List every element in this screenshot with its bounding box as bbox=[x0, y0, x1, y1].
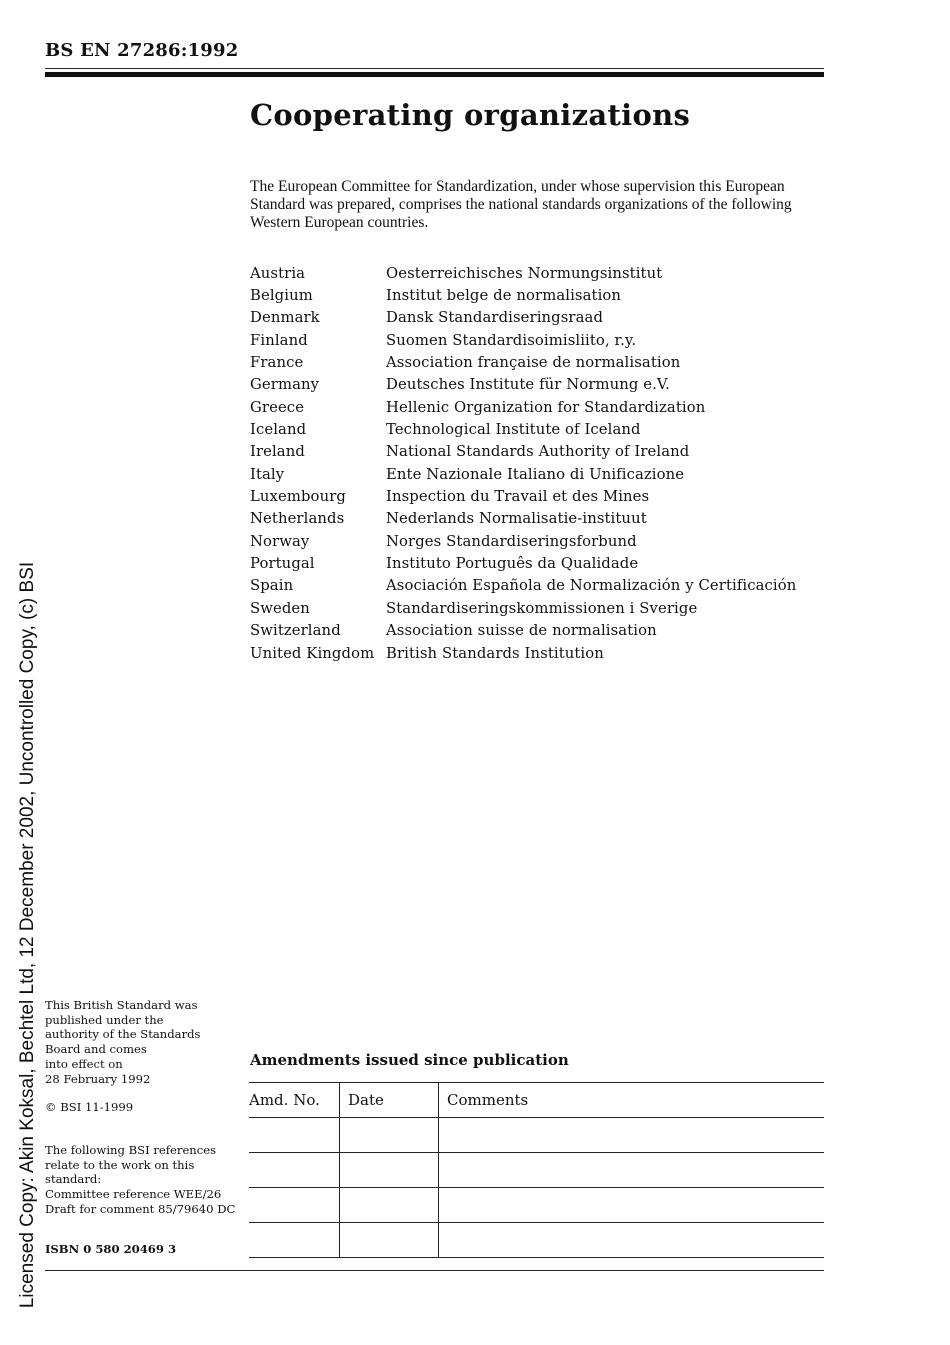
country-name: United Kingdom bbox=[250, 644, 375, 662]
organization-name: Association française de normalisation bbox=[386, 354, 681, 372]
organization-name: Dansk Standardiseringsraad bbox=[386, 309, 604, 327]
document-reference: BS EN 27286:1992 bbox=[45, 40, 239, 61]
country-name: France bbox=[250, 354, 304, 372]
organization-name: Inspection du Travail et des Mines bbox=[386, 488, 650, 506]
column-header-date: Date bbox=[340, 1083, 439, 1118]
organization-name: Instituto Português da Qualidade bbox=[386, 555, 639, 573]
country-name: Germany bbox=[250, 376, 320, 394]
list-item bbox=[250, 396, 825, 418]
table-cell bbox=[340, 1223, 439, 1258]
column-header-comments: Comments bbox=[439, 1083, 825, 1118]
organization-name: Association suisse de normalisation bbox=[386, 622, 657, 640]
header-rule-thin bbox=[45, 68, 824, 69]
table-cell bbox=[249, 1153, 340, 1188]
table-cell bbox=[340, 1153, 439, 1188]
list-item bbox=[250, 552, 825, 574]
table-cell bbox=[439, 1188, 825, 1223]
list-item bbox=[250, 485, 825, 507]
list-item bbox=[250, 329, 825, 351]
publication-note: This British Standard was published under the authority of the Standards Board and comes into effect on 28 February 1992 bbox=[45, 998, 201, 1086]
country-name: Luxembourg bbox=[250, 488, 346, 506]
organization-name: Oesterreichisches Normungsinstitut bbox=[386, 264, 663, 282]
list-item bbox=[250, 351, 825, 373]
table-cell bbox=[249, 1223, 340, 1258]
bsi-references-note: The following BSI references relate to the work on this standard: Committee reference WEE/26 Draft for comment 85/79640 DC bbox=[45, 1142, 236, 1216]
country-name: Denmark bbox=[250, 309, 320, 327]
organization-name: Asociación Española de Normalización y Certificación bbox=[386, 577, 797, 595]
table-cell bbox=[249, 1118, 340, 1153]
table-cell bbox=[340, 1188, 439, 1223]
table-header-row bbox=[249, 1083, 824, 1118]
publication-sidebar bbox=[45, 998, 245, 1257]
organization-name: National Standards Authority of Ireland bbox=[386, 443, 690, 461]
list-item bbox=[250, 642, 825, 664]
list-item bbox=[250, 262, 825, 284]
table-row bbox=[249, 1153, 824, 1188]
table-row bbox=[249, 1223, 824, 1258]
isbn: ISBN 0 580 20469 3 bbox=[45, 1242, 177, 1257]
organization-name: Standardiseringskommissionen i Sverige bbox=[386, 599, 698, 617]
column-header-amd-no: Amd. No. bbox=[249, 1083, 340, 1118]
country-name: Ireland bbox=[250, 443, 305, 461]
country-name: Sweden bbox=[250, 599, 310, 617]
organization-name: Technological Institute of Iceland bbox=[386, 421, 641, 439]
country-name: Iceland bbox=[250, 421, 307, 439]
organization-name: Deutsches Institute für Normung e.V. bbox=[386, 376, 670, 394]
country-name: Norway bbox=[250, 532, 310, 550]
country-name: Greece bbox=[250, 398, 305, 416]
list-item bbox=[250, 463, 825, 485]
table-cell bbox=[249, 1188, 340, 1223]
organization-name: Hellenic Organization for Standardization bbox=[386, 398, 706, 416]
list-item bbox=[250, 418, 825, 440]
copyright-notice: © BSI 11-1999 bbox=[45, 1100, 134, 1115]
organization-name: Institut belge de normalisation bbox=[386, 287, 622, 305]
country-name: Netherlands bbox=[250, 510, 345, 528]
list-item bbox=[250, 597, 825, 619]
list-item bbox=[250, 530, 825, 552]
list-item bbox=[250, 374, 825, 396]
country-name: Italy bbox=[250, 465, 285, 483]
list-item bbox=[250, 575, 825, 597]
table-cell bbox=[340, 1118, 439, 1153]
organization-name: British Standards Institution bbox=[386, 644, 604, 662]
organization-name: Suomen Standardisoimisliito, r.y. bbox=[386, 331, 637, 349]
table-row bbox=[249, 1188, 824, 1223]
table-cell bbox=[439, 1118, 825, 1153]
table-cell bbox=[439, 1153, 825, 1188]
organization-list bbox=[250, 262, 825, 664]
license-watermark: Licensed Copy: Akin Koksal, Bechtel Ltd, 12 December 2002, Uncontrolled Copy, (c) BSI bbox=[17, 561, 38, 1309]
organization-name: Norges Standardiseringsforbund bbox=[386, 532, 637, 550]
country-name: Spain bbox=[250, 577, 294, 595]
table-row bbox=[249, 1118, 824, 1153]
page-title: Cooperating organizations bbox=[250, 98, 691, 132]
intro-paragraph: The European Committee for Standardization, under whose supervision this European Standard was prepared, comprises the national standards organizations of the following Western European countries. bbox=[250, 178, 792, 231]
table-cell bbox=[439, 1223, 825, 1258]
list-item bbox=[250, 307, 825, 329]
organization-name: Ente Nazionale Italiano di Unificazione bbox=[386, 465, 685, 483]
country-name: Finland bbox=[250, 331, 308, 349]
amendments-table bbox=[249, 1082, 824, 1258]
country-name: Belgium bbox=[250, 287, 313, 305]
list-item bbox=[250, 441, 825, 463]
header-rule-thick bbox=[45, 72, 824, 77]
amendments-heading: Amendments issued since publication bbox=[250, 1051, 569, 1069]
list-item bbox=[250, 620, 825, 642]
country-name: Switzerland bbox=[250, 622, 341, 640]
organization-name: Nederlands Normalisatie-instituut bbox=[386, 510, 647, 528]
country-name: Austria bbox=[250, 264, 306, 282]
list-item bbox=[250, 284, 825, 306]
footer-rule bbox=[45, 1270, 824, 1271]
list-item bbox=[250, 508, 825, 530]
country-name: Portugal bbox=[250, 555, 315, 573]
